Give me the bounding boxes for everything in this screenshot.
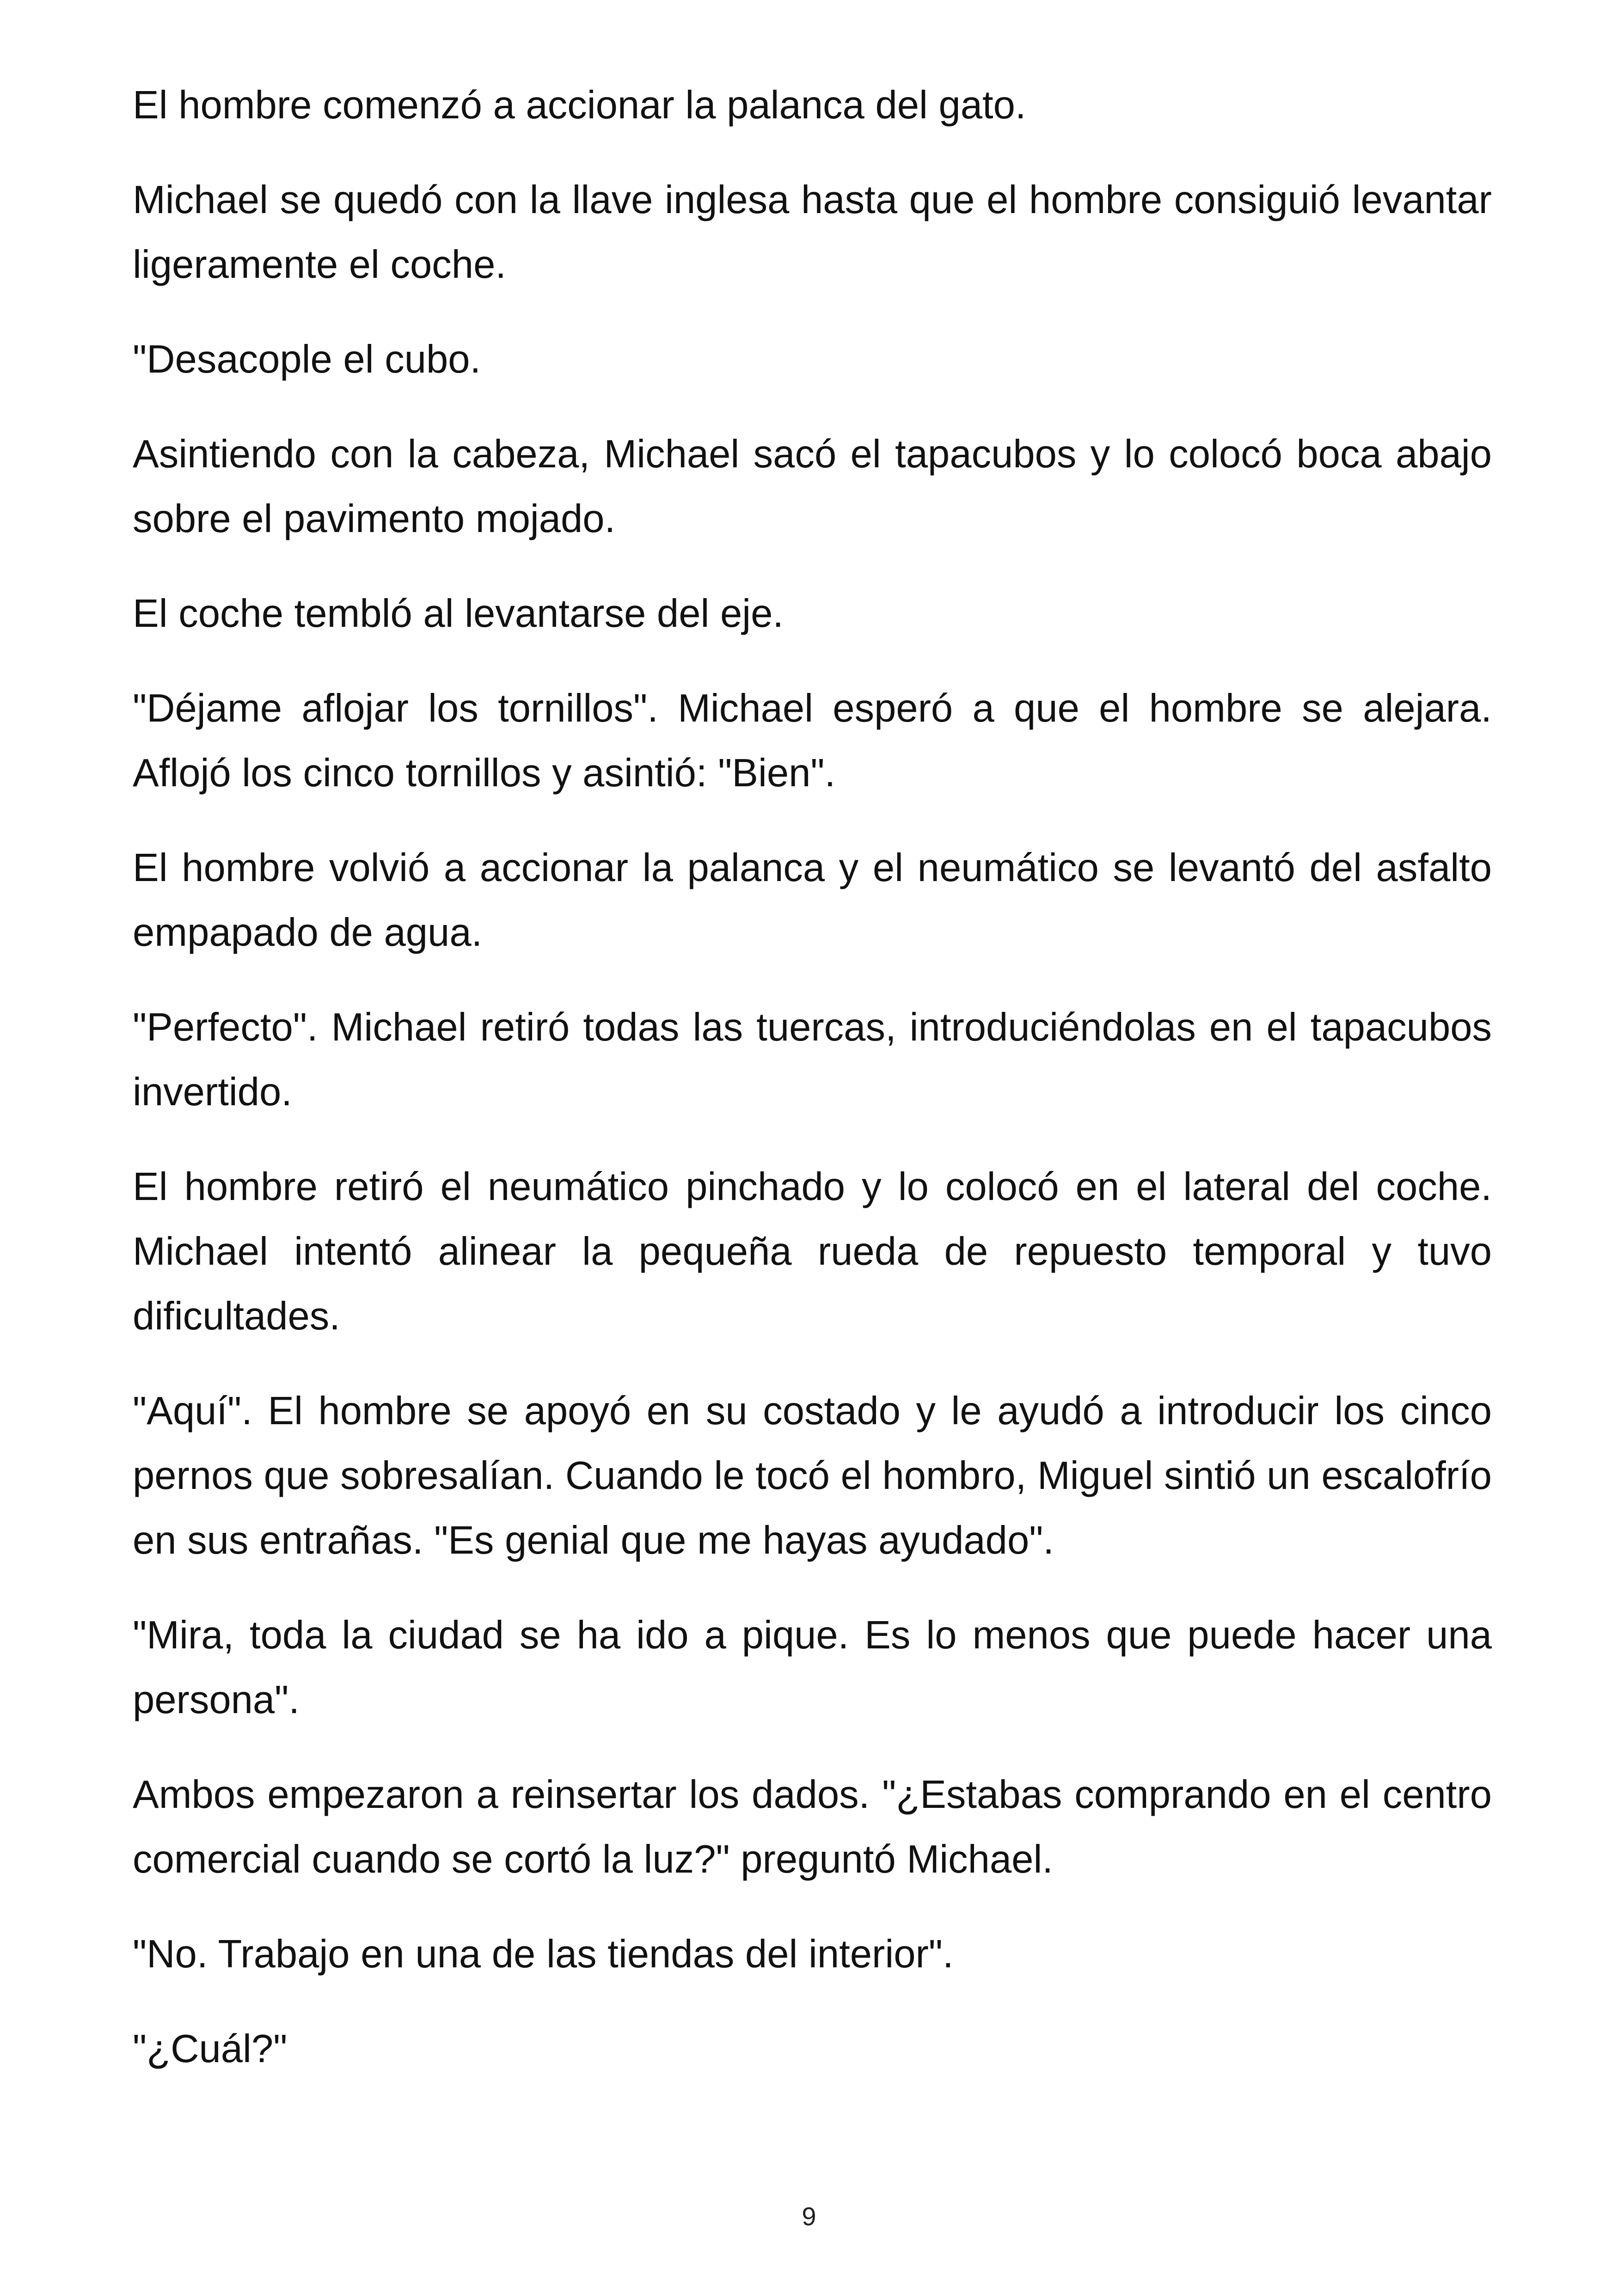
paragraph: Ambos empezaron a reinsertar los dados. "¿Estabas comprando en el centro comercial cuando se cortó la luz?" preguntó Michael.: [133, 1773, 1492, 1881]
paragraph: "No. Trabajo en una de las tiendas del interior".: [133, 1932, 954, 1976]
paragraph: "Mira, toda la ciudad se ha ido a pique. Es lo menos que puede hacer una persona".: [133, 1613, 1492, 1722]
document-body: [133, 73, 1492, 2112]
paragraph: "¿Cuál?": [133, 2027, 288, 2071]
paragraph: "Déjame aflojar los tornillos". Michael esperó a que el hombre se alejara. Aflojó los cinco tornillos y asintió: "Bien".: [133, 686, 1492, 795]
paragraph: El hombre volvió a accionar la palanca y el neumático se levantó del asfalto empapado de agua.: [133, 846, 1492, 955]
paragraph: "Perfecto". Michael retiró todas las tuercas, introduciéndolas en el tapacubos invertido.: [133, 1005, 1492, 1114]
paragraph: Michael se quedó con la llave inglesa hasta que el hombre consiguió levantar ligeramente el coche.: [133, 178, 1492, 287]
paragraph: El coche tembló al levantarse del eje.: [133, 592, 784, 636]
paragraph: "Aquí". El hombre se apoyó en su costado y le ayudó a introducir los cinco pernos que sobresalían. Cuando le tocó el hombro, Miguel sintió un escalofrío en sus entrañas. "Es genial que me hayas ayudado".: [133, 1389, 1492, 1562]
page-number: 9: [802, 2202, 816, 2231]
paragraph: "Desacople el cubo.: [133, 337, 481, 381]
paragraph: El hombre retiró el neumático pinchado y lo colocó en el lateral del coche. Michael intentó alinear la pequeña rueda de repuesto temporal y tuvo dificultades.: [133, 1165, 1492, 1338]
paragraph: Asintiendo con la cabeza, Michael sacó el tapacubos y lo colocó boca abajo sobre el pavimento mojado.: [133, 432, 1492, 541]
paragraph: El hombre comenzó a accionar la palanca del gato.: [133, 83, 1026, 127]
